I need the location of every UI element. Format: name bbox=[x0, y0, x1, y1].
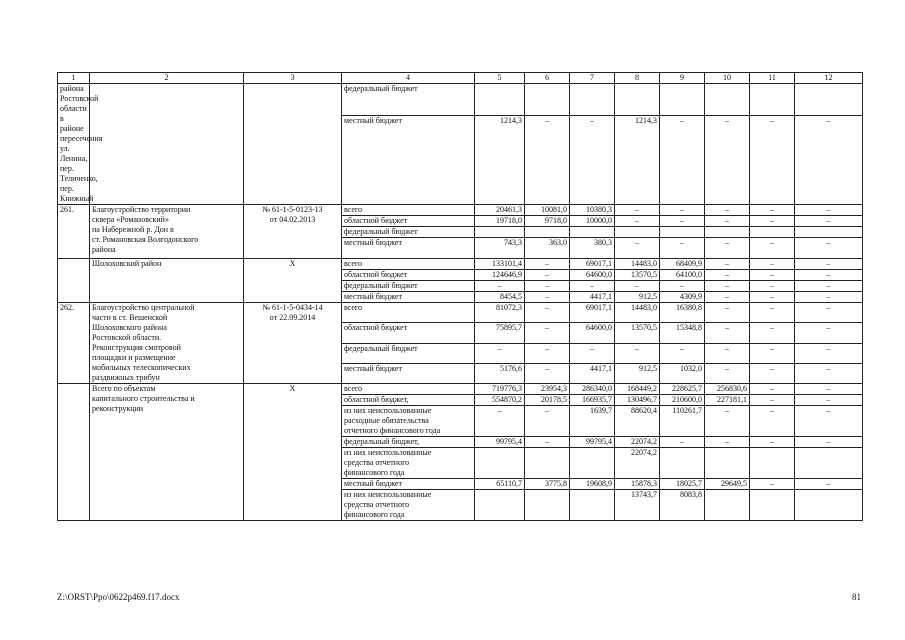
column-number-header: 8 bbox=[615, 73, 660, 84]
table-cell: – bbox=[705, 216, 750, 227]
table-cell: – bbox=[615, 205, 660, 216]
table-cell: областной бюджет bbox=[342, 270, 475, 281]
table-cell: 110261,7 bbox=[660, 406, 705, 437]
table-cell: 64600,0 bbox=[570, 323, 615, 343]
table-cell: – bbox=[570, 115, 615, 204]
table-cell: – bbox=[795, 384, 863, 395]
table-cell: – bbox=[525, 343, 570, 363]
table-cell: 13570,5 bbox=[615, 323, 660, 343]
table-cell: 10081,0 bbox=[525, 205, 570, 216]
table-cell: 261. bbox=[58, 205, 90, 259]
document-path: Z:\ORST\Ppo\0622p469.f17.docx bbox=[57, 592, 180, 602]
table-cell: – bbox=[475, 281, 525, 292]
table-cell bbox=[660, 227, 705, 238]
table-cell bbox=[615, 84, 660, 116]
table-cell: – bbox=[750, 303, 795, 323]
table-cell: федеральный бюджет bbox=[342, 84, 475, 116]
table-cell: 99795,4 bbox=[475, 437, 525, 448]
table-cell: – bbox=[660, 281, 705, 292]
table-cell: – bbox=[705, 406, 750, 437]
table-cell bbox=[660, 448, 705, 479]
table-cell: – bbox=[750, 216, 795, 227]
table-cell: всего bbox=[342, 303, 475, 323]
table-cell: федеральный бюджет bbox=[342, 227, 475, 238]
table-cell: – bbox=[795, 216, 863, 227]
table-cell: – bbox=[615, 216, 660, 227]
table-cell: 14483,0 bbox=[615, 303, 660, 323]
table-cell: – bbox=[525, 115, 570, 204]
table-cell: – bbox=[750, 479, 795, 490]
column-number-header: 3 bbox=[244, 73, 342, 84]
table-cell: 18025,7 bbox=[660, 479, 705, 490]
table-cell: 124646,9 bbox=[475, 270, 525, 281]
table-cell: – bbox=[795, 205, 863, 216]
column-number-header: 2 bbox=[90, 73, 244, 84]
table-cell: № 61-1-5-0434-14 от 22.09.2014 bbox=[244, 303, 342, 384]
table-cell bbox=[795, 490, 863, 521]
table-cell: всего bbox=[342, 259, 475, 270]
table-cell: 15348,8 bbox=[660, 323, 705, 343]
table-cell: 68409,9 bbox=[660, 259, 705, 270]
table-cell: 13570,5 bbox=[615, 270, 660, 281]
table-cell bbox=[570, 84, 615, 116]
table-cell: 22074,2 bbox=[615, 437, 660, 448]
table-cell: – bbox=[705, 259, 750, 270]
table-cell: – bbox=[525, 303, 570, 323]
table-cell: – bbox=[795, 343, 863, 363]
table-row bbox=[58, 303, 863, 323]
table-cell: областной бюджет bbox=[342, 323, 475, 343]
table-cell: 9718,0 bbox=[525, 216, 570, 227]
table-cell: – bbox=[750, 395, 795, 406]
table-cell: 380,3 bbox=[570, 238, 615, 259]
table-cell: – bbox=[705, 281, 750, 292]
table-cell: – bbox=[705, 343, 750, 363]
table-cell: – bbox=[705, 303, 750, 323]
table-cell: – bbox=[750, 406, 795, 437]
table-cell: 10380,3 bbox=[570, 205, 615, 216]
table-cell bbox=[705, 490, 750, 521]
table-cell bbox=[615, 227, 660, 238]
table-cell: – bbox=[525, 292, 570, 303]
table-cell bbox=[90, 84, 244, 205]
table-cell: 69017,1 bbox=[570, 303, 615, 323]
table-cell: – bbox=[795, 281, 863, 292]
table-cell: 23954,3 bbox=[525, 384, 570, 395]
table-cell: 14483,0 bbox=[615, 259, 660, 270]
table-cell: местный бюджет bbox=[342, 479, 475, 490]
table-cell: – bbox=[705, 238, 750, 259]
table-cell bbox=[525, 448, 570, 479]
table-cell: 743,3 bbox=[475, 238, 525, 259]
table-cell bbox=[58, 259, 90, 303]
table-cell: – bbox=[705, 292, 750, 303]
table-cell: – bbox=[750, 259, 795, 270]
table-cell: 228625,7 bbox=[660, 384, 705, 395]
table-cell bbox=[475, 448, 525, 479]
table-cell: местный бюджет bbox=[342, 292, 475, 303]
table-cell: из них неиспользованные средства отчетного финансового года bbox=[342, 490, 475, 521]
table-cell: – bbox=[750, 384, 795, 395]
table-cell: 168449,2 bbox=[615, 384, 660, 395]
table-cell: 4417,1 bbox=[570, 363, 615, 383]
table-cell: 3775,8 bbox=[525, 479, 570, 490]
table-cell: 22074,2 bbox=[615, 448, 660, 479]
table-cell: – bbox=[795, 303, 863, 323]
table-cell: – bbox=[795, 270, 863, 281]
table-row bbox=[58, 259, 863, 270]
table-cell: – bbox=[705, 270, 750, 281]
table-cell bbox=[705, 448, 750, 479]
table-cell: – bbox=[705, 115, 750, 204]
table-cell bbox=[475, 490, 525, 521]
table-cell: – bbox=[750, 292, 795, 303]
table-cell: 1639,7 bbox=[570, 406, 615, 437]
table-cell: 65110,7 bbox=[475, 479, 525, 490]
table-cell: 13743,7 bbox=[615, 490, 660, 521]
table-cell bbox=[525, 84, 570, 116]
table-cell: – bbox=[660, 238, 705, 259]
table-cell: 256830,6 bbox=[705, 384, 750, 395]
table-row bbox=[58, 205, 863, 216]
table-cell: 4309,9 bbox=[660, 292, 705, 303]
table-cell: – bbox=[525, 323, 570, 343]
table-cell: – bbox=[570, 343, 615, 363]
column-number-header: 1 bbox=[58, 73, 90, 84]
table-cell bbox=[660, 84, 705, 116]
table-cell: – bbox=[795, 292, 863, 303]
table-cell: – bbox=[705, 323, 750, 343]
table-cell: 69017,1 bbox=[570, 259, 615, 270]
table-cell: – bbox=[750, 270, 795, 281]
table-cell: 8083,8 bbox=[660, 490, 705, 521]
table-cell: 912,5 bbox=[615, 363, 660, 383]
table-cell: – bbox=[750, 323, 795, 343]
table-cell bbox=[750, 227, 795, 238]
table-cell: № 61-1-5-0123-13 от 04.02.2013 bbox=[244, 205, 342, 259]
table-cell: из них неиспользованные средства отчетного финансового года bbox=[342, 448, 475, 479]
table-cell: 75895,7 bbox=[475, 323, 525, 343]
table-cell: – bbox=[750, 363, 795, 383]
table-cell: 88620,4 bbox=[615, 406, 660, 437]
table-cell: 719776,3 bbox=[475, 384, 525, 395]
table-cell: 20461,3 bbox=[475, 205, 525, 216]
table-cell: – bbox=[795, 115, 863, 204]
table-cell: – bbox=[795, 363, 863, 383]
table-cell bbox=[750, 448, 795, 479]
table-cell: – bbox=[660, 437, 705, 448]
column-number-header: 5 bbox=[475, 73, 525, 84]
table-row bbox=[58, 384, 863, 395]
table-cell: 227181,1 bbox=[705, 395, 750, 406]
table-cell: 912,5 bbox=[615, 292, 660, 303]
column-number-header: 11 bbox=[750, 73, 795, 84]
table-cell: – bbox=[795, 395, 863, 406]
table-cell: 19718,0 bbox=[475, 216, 525, 227]
table-cell: – bbox=[750, 343, 795, 363]
table-cell: 10000,0 bbox=[570, 216, 615, 227]
table-cell: – bbox=[795, 323, 863, 343]
column-number-header: 6 bbox=[525, 73, 570, 84]
table-cell: – bbox=[525, 259, 570, 270]
table-cell: 554870,2 bbox=[475, 395, 525, 406]
table-cell: района Ростовской области в районе пересечения ул. Ленина, пер. Теличенко, пер. Книжный bbox=[58, 84, 90, 205]
table-cell: 1214,3 bbox=[475, 115, 525, 204]
table-cell: Благоустройство центральной части в ст. Вешенской Шолоховского района Ростовской области. Реконструкция смотровой площадки и размещение мобильных телескопических раздвижных трибун bbox=[90, 303, 244, 384]
table-cell bbox=[795, 84, 863, 116]
table-cell bbox=[705, 84, 750, 116]
table-cell bbox=[795, 448, 863, 479]
table-cell: – bbox=[615, 343, 660, 363]
column-number-header: 9 bbox=[660, 73, 705, 84]
table-cell: – bbox=[525, 281, 570, 292]
table-cell: – bbox=[660, 115, 705, 204]
table-cell: – bbox=[795, 437, 863, 448]
table-cell: – bbox=[615, 238, 660, 259]
table-cell: из них неиспользованные расходные обязательства отчетного финансового года bbox=[342, 406, 475, 437]
table-cell: – bbox=[615, 281, 660, 292]
table-cell: – bbox=[705, 437, 750, 448]
table-cell: Благоустройство территории сквера «Романовский» на Набережной р. Дон в ст. Романовская Волгодонского района bbox=[90, 205, 244, 259]
table-cell: Шолоховский район bbox=[90, 259, 244, 303]
table-cell: – bbox=[475, 406, 525, 437]
table-cell: местный бюджет bbox=[342, 363, 475, 383]
table-cell: – bbox=[660, 343, 705, 363]
table-cell: 1214,3 bbox=[615, 115, 660, 204]
table-cell bbox=[475, 84, 525, 116]
table-cell: – bbox=[660, 216, 705, 227]
table-cell: Всего по объектам капитального строительства и реконструкции bbox=[90, 384, 244, 521]
table-cell: – bbox=[750, 205, 795, 216]
column-number-header: 4 bbox=[342, 73, 475, 84]
table-cell bbox=[525, 227, 570, 238]
table-header-row bbox=[58, 73, 863, 84]
table-cell bbox=[570, 448, 615, 479]
table-cell: 64600,0 bbox=[570, 270, 615, 281]
table-cell: всего bbox=[342, 205, 475, 216]
table-cell: местный бюджет bbox=[342, 115, 475, 204]
table-cell bbox=[475, 227, 525, 238]
table-cell bbox=[570, 227, 615, 238]
table-cell: областной бюджет bbox=[342, 216, 475, 227]
table-cell: 64100,0 bbox=[660, 270, 705, 281]
table-cell bbox=[795, 227, 863, 238]
table-row bbox=[58, 84, 863, 116]
table-cell: – bbox=[750, 281, 795, 292]
table-cell: всего bbox=[342, 384, 475, 395]
table-cell: – bbox=[750, 115, 795, 204]
table-cell: – bbox=[795, 259, 863, 270]
table-cell bbox=[570, 490, 615, 521]
table-cell bbox=[705, 227, 750, 238]
column-number-header: 12 bbox=[795, 73, 863, 84]
table-cell bbox=[58, 384, 90, 521]
table-cell: – bbox=[525, 437, 570, 448]
table-cell: 262. bbox=[58, 303, 90, 384]
table-cell: 99795,4 bbox=[570, 437, 615, 448]
table-cell: 4417,1 bbox=[570, 292, 615, 303]
table-cell bbox=[525, 490, 570, 521]
table-cell: – bbox=[705, 205, 750, 216]
table-cell: федеральный бюджет, bbox=[342, 437, 475, 448]
table-cell: 8454,5 bbox=[475, 292, 525, 303]
table-cell: – bbox=[795, 479, 863, 490]
table-cell: 286340,0 bbox=[570, 384, 615, 395]
table-cell: – bbox=[525, 406, 570, 437]
table-cell: 15878,3 bbox=[615, 479, 660, 490]
table-cell: областной бюджет, bbox=[342, 395, 475, 406]
table-cell: – bbox=[750, 437, 795, 448]
table-cell: 16380,8 bbox=[660, 303, 705, 323]
table-cell: 363,0 bbox=[525, 238, 570, 259]
table-cell: федеральный бюджет bbox=[342, 343, 475, 363]
table-cell: Х bbox=[244, 259, 342, 303]
table-cell: – bbox=[705, 363, 750, 383]
table-cell: местный бюджет bbox=[342, 238, 475, 259]
table-cell: 133101,4 bbox=[475, 259, 525, 270]
table-cell: 166935,7 bbox=[570, 395, 615, 406]
table-cell: – bbox=[525, 270, 570, 281]
table-cell: – bbox=[795, 238, 863, 259]
page-number: 81 bbox=[852, 592, 861, 602]
table-cell bbox=[750, 84, 795, 116]
table-cell: 81072,3 bbox=[475, 303, 525, 323]
table-cell: 1032,0 bbox=[660, 363, 705, 383]
table-cell: – bbox=[795, 406, 863, 437]
table-cell: – bbox=[525, 363, 570, 383]
column-number-header: 7 bbox=[570, 73, 615, 84]
table-cell: 210600,0 bbox=[660, 395, 705, 406]
table-cell: – bbox=[660, 205, 705, 216]
budget-table bbox=[57, 72, 863, 521]
table-cell: – bbox=[750, 238, 795, 259]
table-cell: 20178,5 bbox=[525, 395, 570, 406]
table-cell bbox=[750, 490, 795, 521]
table-cell: федеральный бюджет bbox=[342, 281, 475, 292]
table-cell: 130496,7 bbox=[615, 395, 660, 406]
table-cell: – bbox=[475, 343, 525, 363]
table-cell: – bbox=[570, 281, 615, 292]
table-cell: 19608,9 bbox=[570, 479, 615, 490]
table-cell: 5176,6 bbox=[475, 363, 525, 383]
table-cell: 29649,5 bbox=[705, 479, 750, 490]
table-cell bbox=[244, 84, 342, 205]
table-cell: Х bbox=[244, 384, 342, 521]
column-number-header: 10 bbox=[705, 73, 750, 84]
